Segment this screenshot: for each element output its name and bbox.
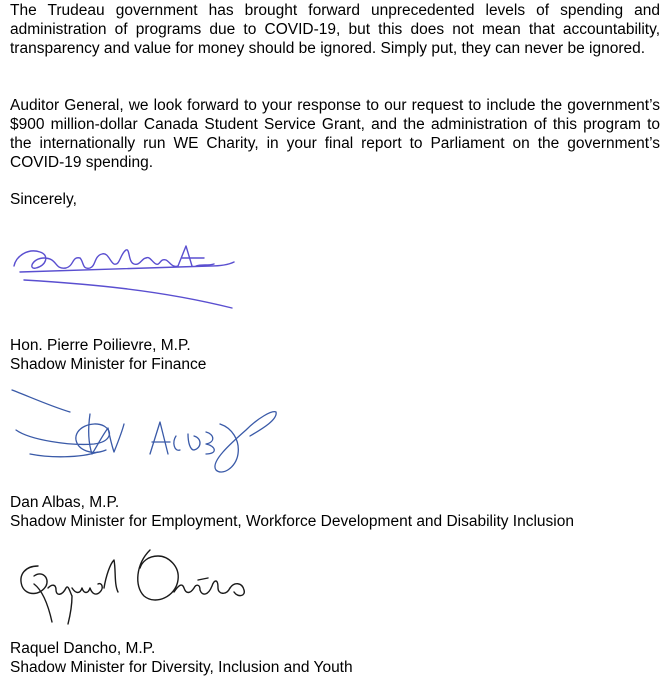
signature-strokes [14, 246, 234, 308]
signature-albas [10, 384, 280, 484]
signatory-name: Dan Albas, M.P. [10, 494, 120, 511]
body-paragraph: Auditor General, we look forward to your response to our request to include the government’s $900 million-dollar Canada Student Service Grant, and the administration of this program to the internationally run WE Charity, in your final report to Parliament on the government’s COVID-19 spending. [10, 97, 660, 171]
signatory-title: Shadow Minister for Diversity, Inclusion and Youth [10, 659, 353, 676]
signature-poilievre [10, 228, 240, 318]
closing-line: Sincerely, [10, 191, 77, 208]
body-paragraph: The Trudeau government has brought forward unprecedented levels of spending and administration of programs due to COVID-19, but this does not mean that accountability, transparency and value for money should be ignored. Simply put, they can never be ignored. [10, 2, 660, 57]
signature-dancho [12, 540, 262, 630]
signatory-title: Shadow Minister for Employment, Workforce Development and Disability Inclusion [10, 513, 574, 530]
signatory-name: Raquel Dancho, M.P. [10, 640, 156, 657]
signature-strokes [21, 550, 244, 624]
signatory-title: Shadow Minister for Finance [10, 356, 207, 373]
signatory-name: Hon. Pierre Poilievre, M.P. [10, 337, 191, 354]
signature-strokes [12, 390, 276, 472]
